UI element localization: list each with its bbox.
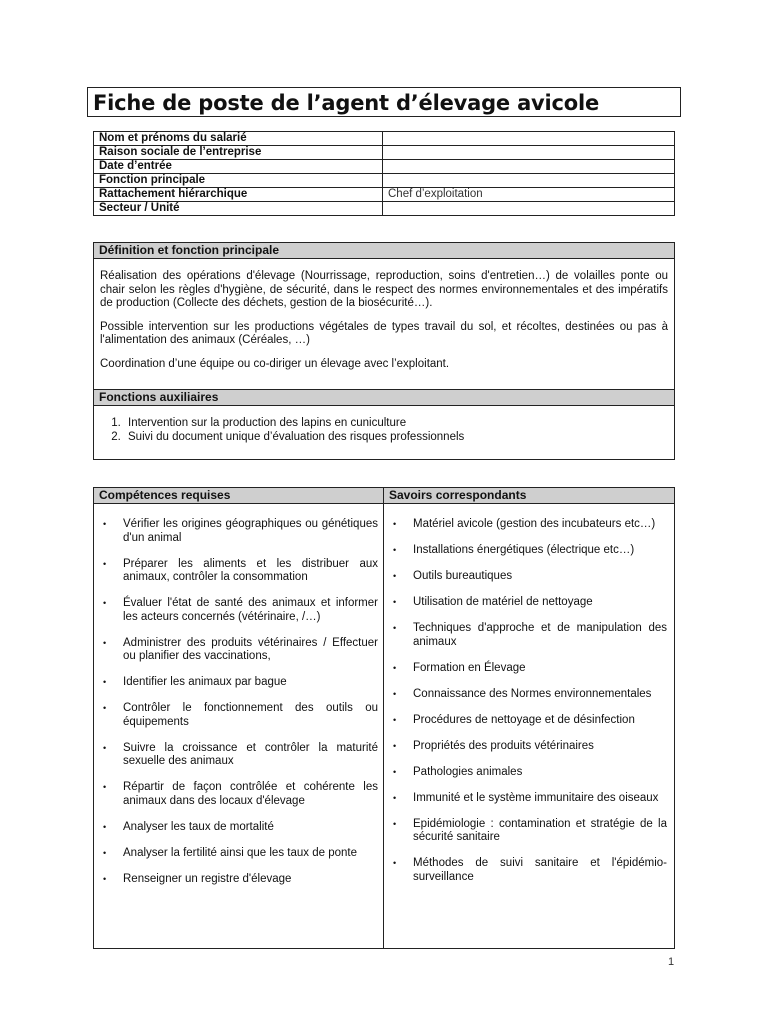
list-item	[99, 821, 378, 835]
list-item-text: Utilisation de matériel de nettoyage	[413, 596, 593, 608]
bullet-icon: •	[103, 677, 107, 687]
list-item-text: Techniques d'approche et de manipulation des animaux	[413, 622, 667, 648]
auxiliaires-header-row	[94, 390, 675, 406]
list-item	[99, 742, 378, 769]
bullet-icon: •	[103, 742, 107, 753]
info-value	[383, 174, 675, 188]
bullet-icon: •	[103, 598, 107, 608]
bullet-icon: •	[103, 637, 107, 648]
definition-header: Définition et fonction principale	[94, 243, 675, 259]
auxiliaires-body	[94, 406, 675, 460]
list-item-text: Renseigner un registre d'élevage	[123, 872, 292, 885]
definition-body-row	[94, 259, 675, 390]
definition-paragraph: Réalisation des opérations d'élevage (Nourrissage, reproduction, soins d'entretien…) de volailles ponte ou chair selon les règles d'hygiène, de sécurité, dans le respect des normes environnementales et des impératifs de production (Collecte des déchets, gestion de la biosécurité…).	[100, 270, 668, 309]
list-item	[99, 873, 378, 887]
list-item-text: Préparer les aliments et les distribuer aux animaux, contrôler la consommation	[123, 557, 378, 583]
list-item-text: Matériel avicole (gestion des incubateurs etc…)	[413, 518, 656, 530]
savoirs-header: Savoirs correspondants	[384, 488, 675, 504]
bullet-icon: •	[393, 714, 397, 725]
info-label: Fonction principale	[94, 174, 383, 188]
bullet-icon: •	[103, 782, 107, 792]
list-item-text: Immunité et le système immunitaire des oiseaux	[413, 791, 659, 804]
bullet-icon: •	[103, 847, 107, 858]
bullet-icon: •	[103, 703, 107, 713]
definition-paragraph: Coordination d’une équipe ou co-diriger un élevage avec l’exploitant.	[100, 357, 450, 370]
bullet-icon: •	[393, 662, 397, 673]
list-item	[99, 637, 378, 664]
bullet-icon: •	[393, 545, 397, 555]
list-item: 2. Suivi du document unique d’évaluation des risques professionnels	[124, 431, 668, 445]
auxiliaires-body-row	[94, 406, 675, 460]
list-item	[389, 518, 667, 532]
info-value	[383, 132, 675, 146]
list-item	[389, 740, 667, 754]
definition-body	[94, 259, 675, 390]
auxiliaires-list	[100, 417, 668, 444]
info-value: Chef d’exploitation	[383, 188, 675, 202]
list-item-text: Procédures de nettoyage et de désinfection	[413, 713, 635, 726]
bullet-icon: •	[103, 519, 107, 529]
definition-paragraph: Possible intervention sur les productions végétales de types travail du sol, et récoltes, destinées ou pas à l'alimentation des animaux (Céréales, …)	[100, 320, 668, 346]
info-label: Date d’entrée	[94, 160, 383, 174]
competences-table	[93, 487, 675, 949]
bullet-icon: •	[393, 858, 397, 868]
list-item	[389, 662, 667, 676]
bullet-icon: •	[393, 623, 397, 633]
list-item-text: Analyser les taux de mortalité	[123, 820, 274, 833]
competences-list	[99, 518, 378, 886]
list-item-text: Analyser la fertilité ainsi que les taux de ponte	[123, 846, 357, 859]
auxiliaires-header: Fonctions auxiliaires	[94, 390, 675, 406]
competences-body-row	[94, 504, 675, 949]
list-item-text: Formation en Élevage	[413, 661, 526, 674]
info-value	[383, 160, 675, 174]
list-item	[99, 558, 378, 585]
title-box	[87, 87, 681, 117]
list-item-text: Installations énergétiques (électrique etc…)	[413, 544, 635, 556]
list-item	[99, 847, 378, 861]
bullet-icon: •	[393, 571, 397, 581]
list-item	[99, 702, 378, 729]
info-value	[383, 202, 675, 216]
list-item	[389, 792, 667, 806]
list-item-text: Epidémiologie : contamination et stratégie de la sécurité sanitaire	[413, 817, 667, 843]
bullet-icon: •	[103, 558, 107, 569]
list-item-text: Identifier les animaux par bague	[123, 676, 287, 688]
bullet-icon: •	[393, 740, 397, 751]
bullet-icon: •	[393, 818, 397, 829]
page-number: 1	[668, 956, 675, 968]
list-item-text: Propriétés des produits vétérinaires	[413, 739, 594, 752]
list-item	[389, 570, 667, 584]
info-label: Nom et prénoms du salarié	[94, 132, 383, 146]
list-item-text: Connaissance des Normes environnementales	[413, 687, 652, 700]
list-item	[389, 714, 667, 728]
list-item-text: Outils bureautiques	[413, 570, 513, 582]
list-item	[99, 781, 378, 808]
list-item-text: Administrer des produits vétérinaires / Effectuer ou planifier des vaccinations,	[123, 636, 378, 662]
page-title: Fiche de poste de l’agent d’élevage avicole	[93, 91, 600, 115]
bullet-icon: •	[393, 597, 397, 607]
list-item-text: Suivre la croissance et contrôler la maturité sexuelle des animaux	[123, 741, 378, 767]
info-label: Rattachement hiérarchique	[94, 188, 383, 202]
list-item-text: Méthodes de suivi sanitaire et l'épidémio-surveillance	[413, 857, 667, 883]
info-value	[383, 146, 675, 160]
definition-header-row	[94, 243, 675, 259]
info-label: Raison sociale de l’entreprise	[94, 146, 383, 160]
list-item-text: Répartir de façon contrôlée et cohérente les animaux dans des locaux d'élevage	[123, 781, 378, 807]
list-item	[389, 818, 667, 845]
list-item	[389, 622, 667, 649]
bullet-icon: •	[393, 766, 397, 777]
list-item-text: Pathologies animales	[413, 765, 523, 778]
bullet-icon: •	[103, 821, 107, 832]
list-item	[99, 597, 378, 624]
list-item: 1. Intervention sur la production des lapins en cuniculture	[124, 417, 668, 431]
bullet-icon: •	[393, 688, 397, 699]
list-item	[389, 857, 667, 884]
list-item	[389, 544, 667, 558]
definition-table	[93, 242, 675, 460]
table-row	[94, 132, 675, 146]
competences-header-row	[94, 488, 675, 504]
table-row	[94, 188, 675, 202]
list-item	[389, 688, 667, 702]
competences-column	[94, 504, 384, 949]
list-item-text: Vérifier les origines géographiques ou génétiques d'un animal	[123, 518, 378, 544]
bullet-icon: •	[103, 873, 107, 884]
bullet-icon: •	[393, 792, 397, 803]
list-item	[99, 518, 378, 545]
table-row	[94, 146, 675, 160]
info-label: Secteur / Unité	[94, 202, 383, 216]
table-row	[94, 174, 675, 188]
competences-header: Compétences requises	[94, 488, 384, 504]
savoirs-column	[384, 504, 675, 949]
list-item	[389, 596, 667, 610]
employee-info-table	[93, 131, 675, 216]
list-item	[99, 676, 378, 690]
list-item	[389, 766, 667, 780]
savoirs-list	[389, 518, 667, 884]
table-row	[94, 202, 675, 216]
table-row	[94, 160, 675, 174]
bullet-icon: •	[393, 519, 397, 529]
list-item-text: Évaluer l'état de santé des animaux et informer les acteurs concernés (vétérinaire, /…)	[123, 597, 378, 623]
list-item-text: Contrôler le fonctionnement des outils ou équipements	[123, 702, 378, 728]
